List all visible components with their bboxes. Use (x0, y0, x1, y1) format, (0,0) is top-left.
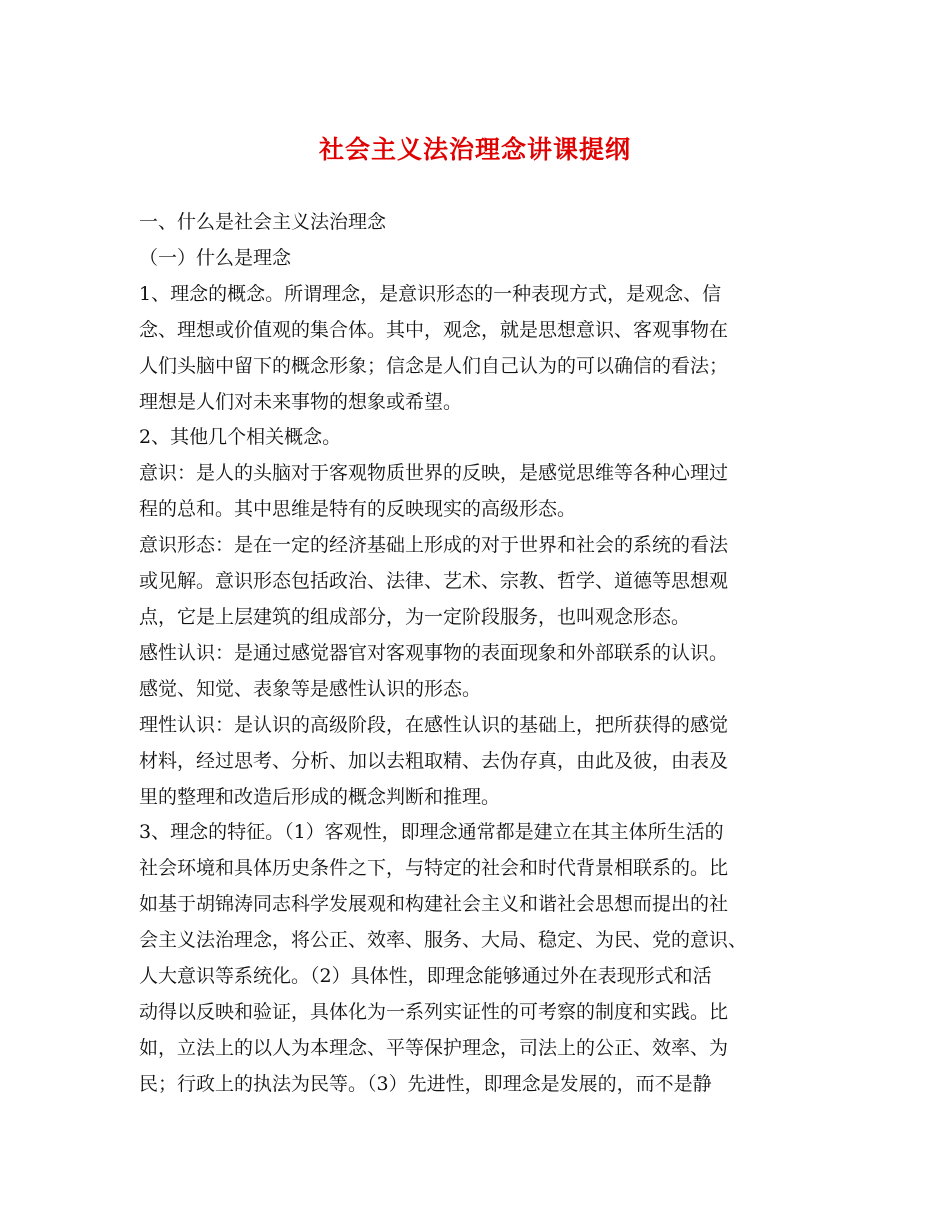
paragraph-line: 人们头脑中留下的概念形象；信念是人们自己认为的可以确信的看法； (139, 354, 729, 377)
paragraph-line: 理性认识：是认识的高级阶段，在感性认识的基础上，把所获得的感觉 (139, 713, 729, 736)
paragraph-line: 2、其他几个相关概念。 (139, 426, 342, 449)
paragraph-line: 民；行政上的执法为民等。（3）先进性，即理念是发展的，而不是静 (139, 1072, 712, 1095)
paragraph-line: 意识：是人的头脑对于客观物质世界的反映，是感觉思维等各种心理过 (139, 462, 729, 485)
paragraph-line: 感觉、知觉、表象等是感性认识的形态。 (139, 677, 482, 700)
paragraph-line: 念、理想或价值观的集合体。其中，观念，就是思想意识、客观事物在 (139, 318, 729, 341)
paragraph-line: 点，它是上层建筑的组成部分，为一定阶段服务，也叫观念形态。 (139, 605, 691, 628)
paragraph-line: 动得以反映和验证，具体化为一系列实证性的可考察的制度和实践。比 (139, 1000, 729, 1023)
paragraph-line: 1、理念的概念。所谓理念，是意识形态的一种表现方式，是观念、信 (139, 282, 722, 305)
paragraph-line: 或见解。意识形态包括政治、法律、艺术、宗教、哲学、道德等思想观 (139, 570, 729, 593)
paragraph-line: 社会环境和具体历史条件之下，与特定的社会和时代背景相联系的。比 (139, 857, 729, 880)
document-title: 社会主义法治理念讲课提纲 (318, 135, 631, 164)
heading-1-1: （一）什么是理念 (139, 246, 292, 269)
paragraph-line: 3、理念的特征。（1）客观性，即理念通常都是建立在其主体所生活的 (139, 821, 724, 844)
paragraph-line: 如，立法上的以人为本理念、平等保护理念，司法上的公正、效率、为 (139, 1036, 729, 1059)
paragraph-line: 材料，经过思考、分析、加以去粗取精、去伪存真，由此及彼，由表及 (139, 749, 729, 772)
paragraph-line: 意识形态：是在一定的经济基础上形成的对于世界和社会的系统的看法 (139, 534, 729, 557)
paragraph-line: 人大意识等系统化。（2）具体性，即理念能够通过外在表现形式和活 (139, 965, 712, 988)
paragraph-line: 程的总和。其中思维是特有的反映现实的高级形态。 (139, 498, 577, 521)
paragraph-line: 里的整理和改造后形成的概念判断和推理。 (139, 785, 501, 808)
paragraph-line: 会主义法治理念，将公正、效率、服务、大局、稳定、为民、党的意识、 (139, 929, 748, 952)
paragraph-line: 理想是人们对未来事物的想象或希望。 (139, 390, 463, 413)
paragraph-line: 感性认识：是通过感觉器官对客观事物的表面现象和外部联系的认识。 (139, 641, 729, 664)
paragraph-line: 如基于胡锦涛同志科学发展观和构建社会主义和谐社会思想而提出的社 (139, 893, 729, 916)
heading-1: 一、什么是社会主义法治理念 (139, 211, 387, 233)
document-body (139, 205, 819, 1103)
